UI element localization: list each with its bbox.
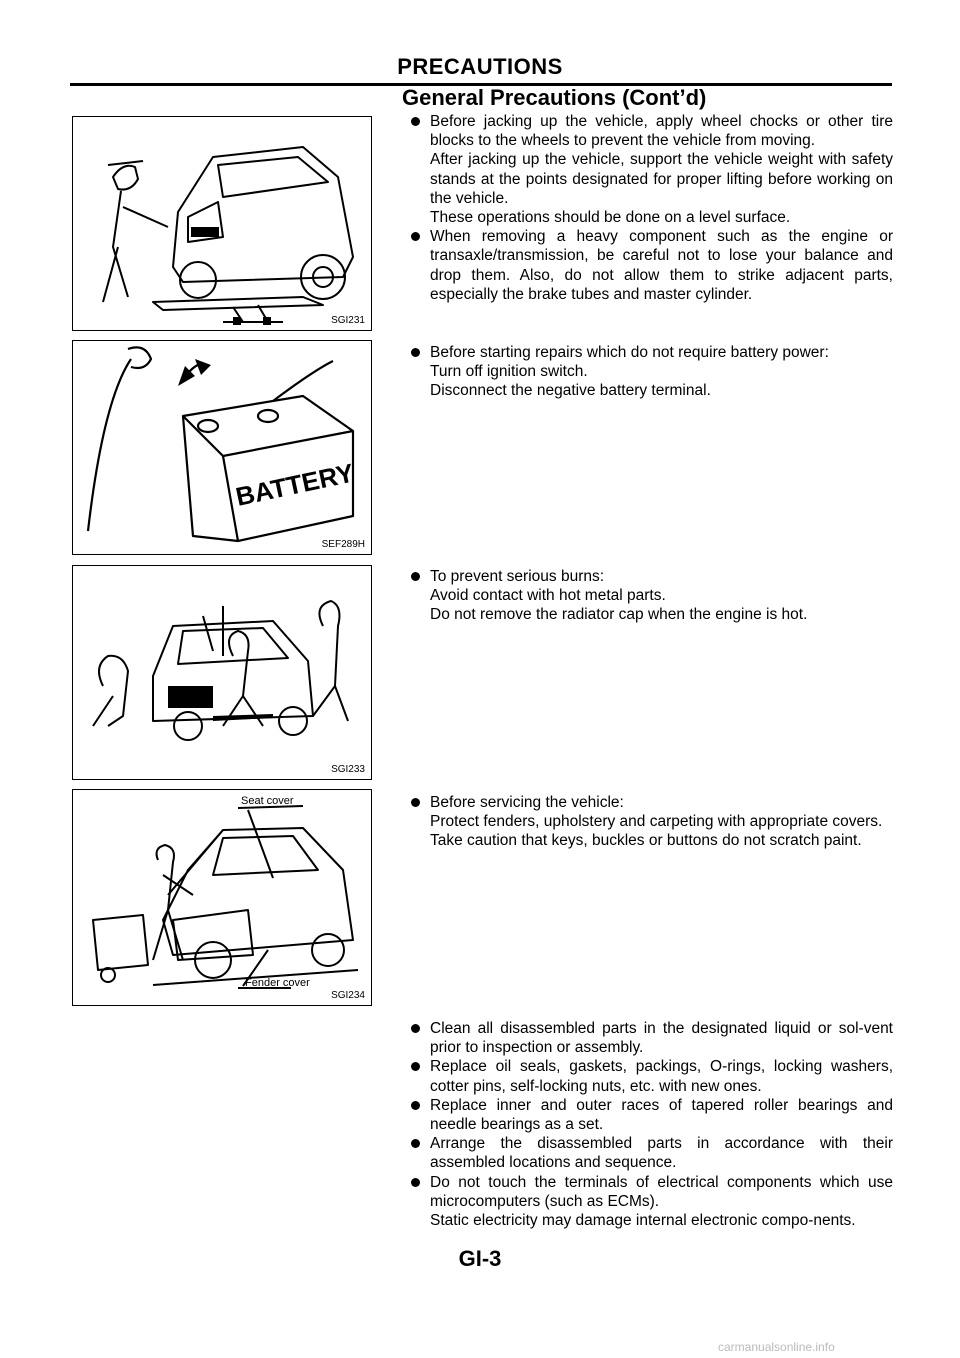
paragraph: Clean all disassembled parts in the designated liquid or sol-vent prior to inspection or assembly.: [430, 1020, 893, 1057]
bullet-icon: [411, 1024, 420, 1033]
section-title: General Precautions (Cont’d): [402, 85, 707, 110]
figure-jacking-vehicle: [72, 116, 372, 331]
list-item: [410, 1096, 893, 1134]
paragraph: Replace inner and outer races of tapered roller bearings and needle bearings as a set.: [430, 1096, 893, 1134]
figure-code: SEF289H: [321, 539, 365, 550]
paragraph: Arrange the disassembled parts in accordance with their assembled locations and sequence.: [430, 1135, 893, 1172]
bullet-icon: [411, 348, 420, 357]
figure-burns: [72, 565, 372, 780]
list-item: [410, 1134, 893, 1172]
jacking-vehicle-illustration: [73, 117, 372, 331]
list-item: [410, 1173, 893, 1231]
page-header-title: PRECAUTIONS: [397, 54, 563, 79]
text-block-jacking: [410, 112, 893, 304]
bullet-icon: [411, 232, 420, 241]
paragraph: To prevent serious burns:: [430, 568, 605, 585]
bullet-icon: [411, 798, 420, 807]
burns-illustration: [73, 566, 372, 780]
bullet-icon: [411, 1101, 420, 1110]
bullet-icon: [411, 1178, 420, 1187]
list-item: [410, 227, 893, 304]
list-item: [410, 112, 893, 227]
figure-battery: [72, 340, 372, 555]
paragraph: When removing a heavy component such as the engine or transaxle/transmission, be careful not to lose your balance and drop them. Also, do not allow them to strike adjacent parts, especially the brake tubes and master cylinder.: [430, 228, 893, 303]
paragraph: Before servicing the vehicle:: [430, 794, 624, 811]
battery-label: BATTERY: [233, 457, 357, 512]
page-number: GI-3: [458, 1246, 502, 1271]
text-block-burns: [410, 567, 893, 625]
figure-code: SGI234: [331, 990, 365, 1001]
battery-illustration: [73, 341, 372, 555]
watermark: carmanualsonline.info: [718, 1340, 835, 1354]
paragraph: Do not remove the radiator cap when the engine is hot.: [430, 606, 808, 624]
paragraph: Take caution that keys, buckles or buttons do not scratch paint.: [430, 832, 862, 850]
paragraph: Replace oil seals, gaskets, packings, O-rings, locking washers, cotter pins, self-locking nuts, etc. with new ones.: [430, 1058, 893, 1095]
bullet-icon: [411, 117, 420, 126]
list-item: [410, 567, 893, 625]
paragraph: Before starting repairs which do not require battery power:: [430, 344, 829, 361]
bullet-icon: [411, 1062, 420, 1071]
paragraph: Do not touch the terminals of electrical components which use microcomputers (such as ECMs).: [430, 1173, 893, 1210]
list-item: [410, 1057, 893, 1095]
text-block-covers: [410, 793, 893, 851]
paragraph: Static electricity may damage internal electronic compo-nents.: [430, 1212, 856, 1230]
list-item: [410, 793, 893, 851]
paragraph: Protect fenders, upholstery and carpeting with appropriate covers.: [430, 813, 883, 831]
seat-cover-label: Seat cover: [241, 795, 294, 807]
figure-code: SGI231: [331, 315, 365, 326]
figure-code: SGI233: [331, 764, 365, 775]
paragraph: Disconnect the negative battery terminal.: [430, 382, 711, 400]
covers-illustration: [73, 790, 372, 1006]
paragraph: Avoid contact with hot metal parts.: [430, 587, 666, 605]
figure-covers: [72, 789, 372, 1006]
paragraph: These operations should be done on a level surface.: [430, 209, 791, 227]
list-item: [410, 343, 893, 401]
text-block-battery: [410, 343, 893, 401]
paragraph: Turn off ignition switch.: [430, 363, 588, 381]
paragraph: After jacking up the vehicle, support the vehicle weight with safety stands at the points designated for proper lifting before working on the vehicle.: [430, 151, 893, 207]
bullet-icon: [411, 572, 420, 581]
text-block-general: [410, 1019, 893, 1230]
list-item: [410, 1019, 893, 1057]
bullet-icon: [411, 1139, 420, 1148]
paragraph: Before jacking up the vehicle, apply wheel chocks or other tire blocks to the wheels to prevent the vehicle from moving.: [430, 113, 893, 150]
fender-cover-label: Fender cover: [245, 977, 310, 989]
